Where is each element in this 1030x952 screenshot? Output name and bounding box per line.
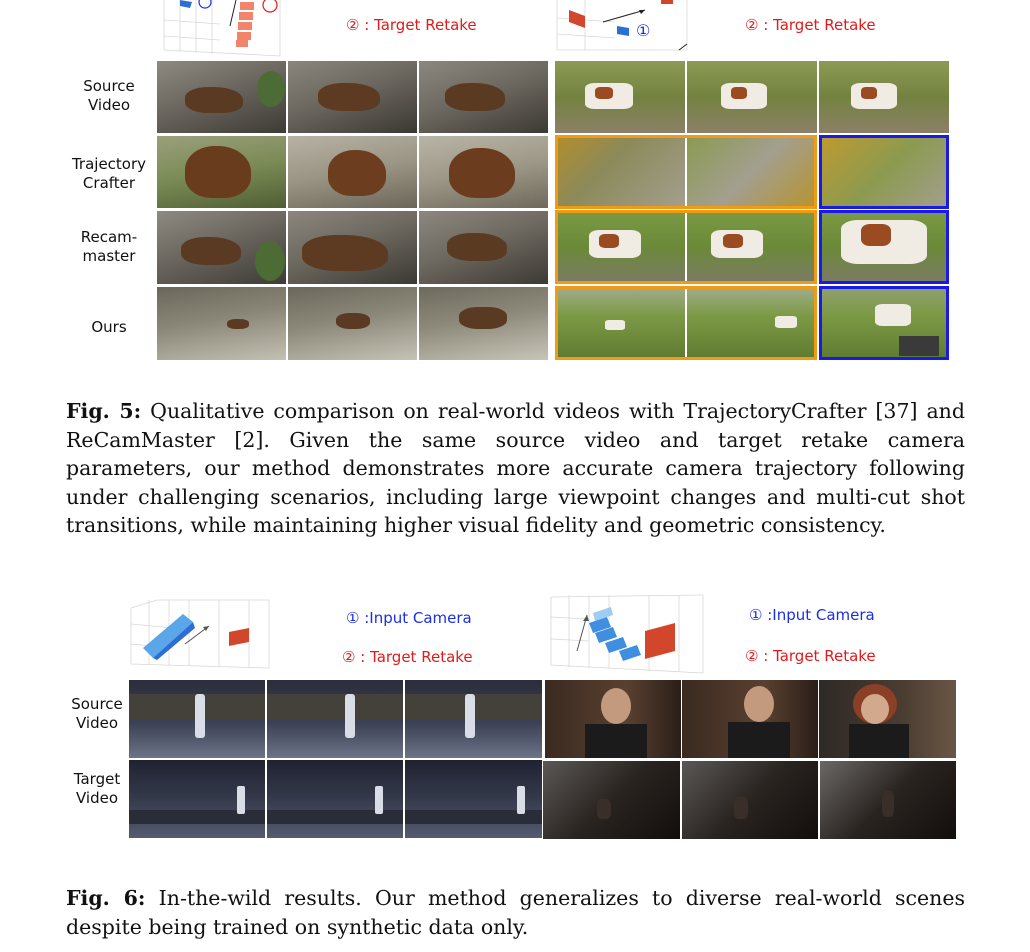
row-label-line: Crafter: [82, 174, 136, 192]
bear-recammaster-frame: [419, 211, 548, 284]
row-label-target-video: [62, 770, 132, 808]
retake-label-left: ② : Target Retake: [342, 648, 473, 666]
singer-target-frame: [682, 761, 818, 839]
row-label-source-video: [64, 77, 154, 115]
camera-trajectory-inset-right: [549, 593, 705, 675]
robot-source-frame: [405, 680, 542, 758]
row-label-line: Recam-: [80, 228, 138, 246]
cow-ours-frame: [687, 286, 817, 360]
cow-recammaster-frame: [687, 210, 817, 284]
caption-text: Qualitative comparison on real-world videos with TrajectoryCrafter [37] and ReCamMaster [2]. Given the same source video and target retake camera parameters, our method demonstrates more accurate camera trajectory following under challenging scenarios, including large viewpoint changes and multi-cut shot transitions, while maintaining higher visual fidelity and geometric consistency.: [66, 399, 965, 537]
bear-source-frame: [157, 61, 286, 133]
cow-trajectorycrafter-frame: [819, 135, 949, 209]
singer-source-frame: [545, 680, 681, 758]
singer-target-frame: [543, 761, 680, 839]
bear-recammaster-frame: [157, 211, 286, 284]
cow-source-frame: [819, 61, 949, 133]
row-label-line: Video: [87, 96, 131, 114]
cow-trajectorycrafter-frame: [687, 135, 817, 209]
retake-label-right: ② : Target Retake: [745, 647, 876, 665]
row-label-line: master: [82, 247, 136, 265]
bear-trajectorycrafter-frame: [419, 136, 548, 208]
row-label-recammaster: [64, 228, 154, 266]
row-label-line: Target: [73, 770, 121, 788]
input-camera-label-left: ① :Input Camera: [346, 609, 472, 627]
row-label-line: Ours: [91, 318, 127, 336]
bear-ours-frame: [157, 287, 286, 360]
singer-source-frame: [682, 680, 818, 758]
camera-trajectory-inset-left: [129, 598, 271, 670]
cow-source-frame: [555, 61, 685, 133]
bear-ours-frame: [419, 287, 548, 360]
robot-source-frame: [267, 680, 403, 758]
camera-trajectory-inset-left: [160, 0, 282, 58]
caption-text: In-the-wild results. Our method generalizes to diverse real-world scenes despite being trained on synthetic data only.: [66, 886, 965, 939]
singer-source-frame: [819, 680, 956, 758]
bear-source-frame: [419, 61, 548, 133]
row-label-line: Video: [75, 714, 119, 732]
bear-trajectorycrafter-frame: [157, 136, 286, 208]
row-label-source-video: [62, 695, 132, 733]
figure-5-caption: [66, 397, 965, 540]
inset-mark-1: ①: [636, 21, 651, 40]
robot-target-frame: [129, 760, 265, 838]
bear-ours-frame: [288, 287, 417, 360]
row-label-line: Trajectory: [71, 155, 147, 173]
cow-trajectorycrafter-frame: [555, 135, 685, 209]
figure-6-caption: [66, 884, 965, 941]
row-label-line: Video: [75, 789, 119, 807]
input-camera-label-right: ① :Input Camera: [749, 606, 875, 624]
row-label-ours: [64, 318, 154, 337]
caption-label: Fig. 6:: [66, 886, 146, 910]
row-label-line: Source: [71, 695, 123, 713]
retake-label-left: ② : Target Retake: [346, 16, 477, 34]
cow-recammaster-frame: [819, 210, 949, 284]
cow-ours-frame: [819, 286, 949, 360]
row-label-trajectorycrafter: [64, 155, 154, 193]
bear-recammaster-frame: [288, 211, 417, 284]
singer-target-frame: [820, 761, 956, 839]
cow-source-frame: [687, 61, 817, 133]
bear-source-frame: [288, 61, 417, 133]
robot-target-frame: [267, 760, 403, 838]
caption-label: Fig. 5:: [66, 399, 142, 423]
row-label-line: Source: [83, 77, 135, 95]
bear-trajectorycrafter-frame: [288, 136, 417, 208]
camera-trajectory-inset-right: [555, 0, 689, 54]
cow-recammaster-frame: [555, 210, 685, 284]
cow-ours-frame: [555, 286, 685, 360]
robot-source-frame: [129, 680, 265, 758]
robot-target-frame: [405, 760, 542, 838]
retake-label-right: ② : Target Retake: [745, 16, 876, 34]
